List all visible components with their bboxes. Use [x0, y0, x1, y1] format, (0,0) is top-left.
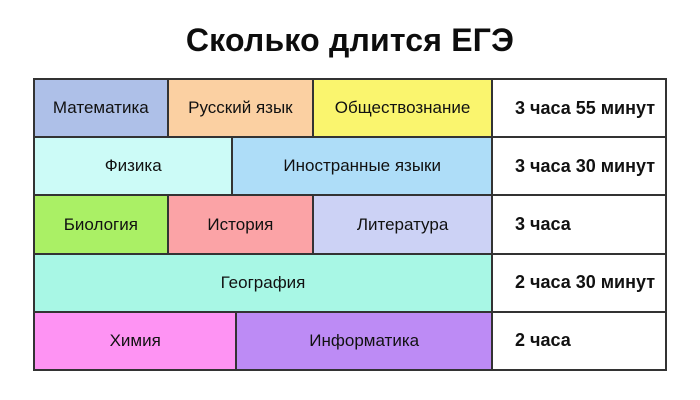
subject-cell-chemistry: Химия — [33, 311, 237, 371]
exam-duration-table — [33, 78, 667, 371]
table-row — [33, 136, 667, 196]
table-row — [33, 253, 667, 313]
duration-cell: 3 часа — [491, 194, 667, 254]
duration-cell: 2 часа 30 минут — [491, 253, 667, 313]
page-title: Сколько длится ЕГЭ — [185, 22, 515, 58]
subject-cell-physics: Физика — [33, 136, 233, 196]
subject-cell-geography: География — [33, 253, 493, 313]
table-row — [33, 78, 667, 138]
subject-cell-mathematics: Математика — [33, 78, 169, 138]
subject-cell-informatics: Информатика — [235, 311, 493, 371]
subject-cell-social-studies: Обществознание — [312, 78, 493, 138]
duration-cell: 3 часа 55 минут — [491, 78, 667, 138]
subject-cell-literature: Литература — [312, 194, 493, 254]
table-row — [33, 194, 667, 254]
table-row — [33, 311, 667, 371]
duration-cell: 2 часа — [491, 311, 667, 371]
subject-cell-history: История — [167, 194, 314, 254]
subject-cell-russian-language: Русский язык — [167, 78, 314, 138]
subject-cell-foreign-languages: Иностранные языки — [231, 136, 493, 196]
subject-cell-biology: Биология — [33, 194, 169, 254]
duration-cell: 3 часа 30 минут — [491, 136, 667, 196]
